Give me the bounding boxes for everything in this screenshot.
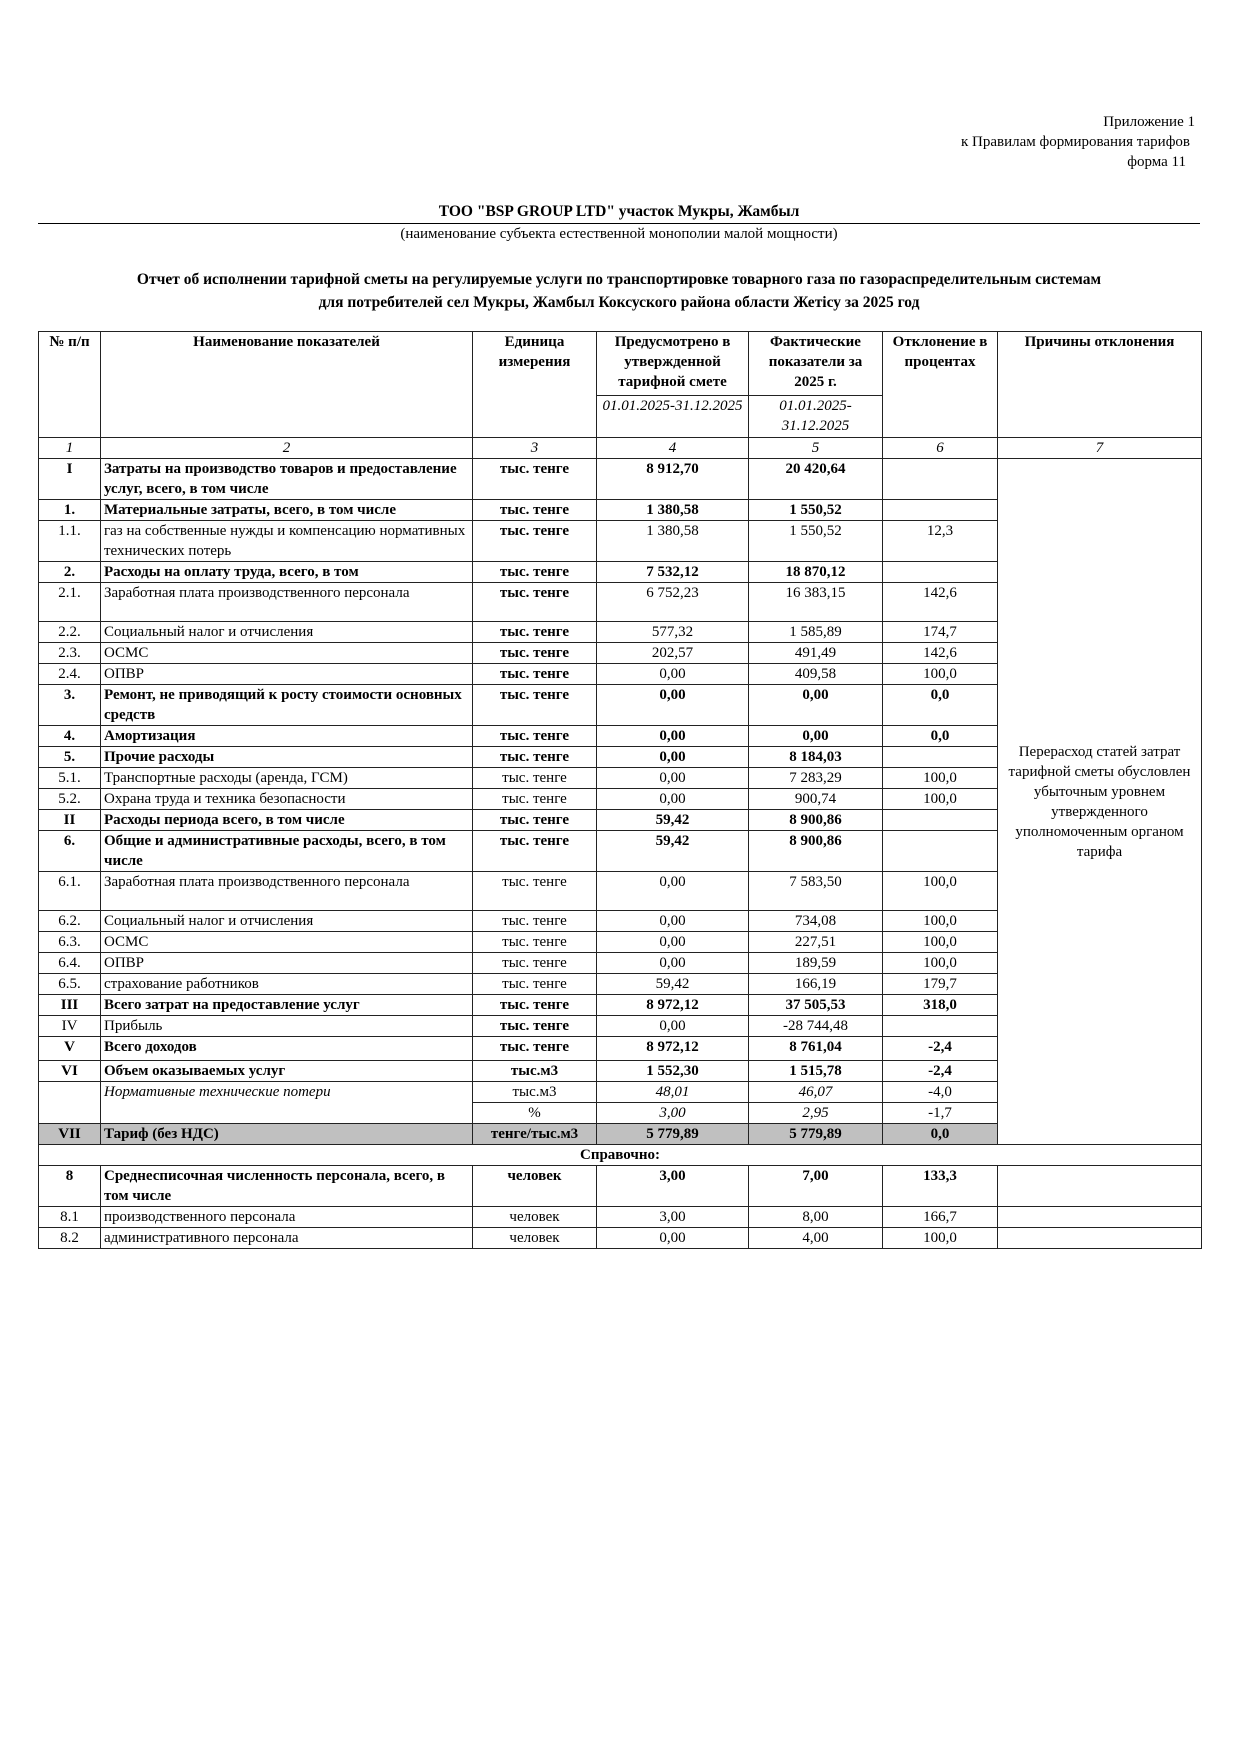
reference-row (39, 1207, 1202, 1228)
row-planned-value: 0,00 (597, 1016, 749, 1037)
row-name: административного персонала (101, 1228, 473, 1249)
row-planned-value: 59,42 (597, 974, 749, 995)
table-row (39, 459, 1202, 500)
row-unit: тыс. тенге (473, 747, 597, 768)
row-number: 1. (39, 500, 101, 521)
row-planned-value: 6 752,23 (597, 583, 749, 622)
row-actual-value: 8 184,03 (749, 747, 883, 768)
header-planned: Предусмотрено в утвержденной тарифной смете (597, 332, 749, 396)
row-unit: тыс. тенге (473, 726, 597, 747)
row-unit: тыс. тенге (473, 911, 597, 932)
header-reasons: Причины отклонения (998, 332, 1202, 438)
row-unit: тыс. тенге (473, 974, 597, 995)
row-name: Ремонт, не приводящий к росту стоимости основных средств (101, 685, 473, 726)
appendix-line-1: Приложение 1 (1103, 114, 1195, 130)
row-actual-value: 8 900,86 (749, 831, 883, 872)
row-number: 5.2. (39, 789, 101, 810)
row-deviation-percent: 100,0 (883, 789, 998, 810)
row-deviation-percent: 142,6 (883, 643, 998, 664)
row-planned-value: 0,00 (597, 726, 749, 747)
row-unit: тыс.м3 (473, 1082, 597, 1103)
row-deviation-percent: 174,7 (883, 622, 998, 643)
header-planned-period: 01.01.2025-31.12.2025 (597, 396, 749, 438)
row-planned-value: 0,00 (597, 872, 749, 911)
row-name: Амортизация (101, 726, 473, 747)
row-name: ОСМС (101, 932, 473, 953)
row-number: 8.2 (39, 1228, 101, 1249)
row-name: Транспортные расходы (аренда, ГСМ) (101, 768, 473, 789)
row-unit: тенге/тыс.м3 (473, 1124, 597, 1145)
row-unit: тыс. тенге (473, 953, 597, 974)
row-planned-value: 59,42 (597, 810, 749, 831)
row-planned-value: 0,00 (597, 747, 749, 768)
row-number: VI (39, 1061, 101, 1082)
deviation-reason: Перерасход статей затрат тарифной сметы обусловлен убыточным уровнем утвержденного уполномоченным органом тарифа (998, 459, 1202, 1145)
row-number: III (39, 995, 101, 1016)
row-actual-value: 8 761,04 (749, 1037, 883, 1061)
row-deviation-percent: 100,0 (883, 953, 998, 974)
row-number: 5.1. (39, 768, 101, 789)
row-reason (998, 1166, 1202, 1207)
header-actual: Фактические показатели за 2025 г. (749, 332, 883, 396)
row-actual-value: 8,00 (749, 1207, 883, 1228)
row-unit: тыс. тенге (473, 459, 597, 500)
row-number: 5. (39, 747, 101, 768)
report-title (38, 268, 1200, 314)
tariff-report-table (38, 331, 1202, 1249)
row-unit: тыс. тенге (473, 789, 597, 810)
column-number: 5 (749, 438, 883, 459)
row-planned-value: 48,01 (597, 1082, 749, 1103)
row-actual-value: 0,00 (749, 685, 883, 726)
row-number: II (39, 810, 101, 831)
column-number: 2 (101, 438, 473, 459)
row-deviation-percent (883, 1016, 998, 1037)
row-name: Расходы периода всего, в том числе (101, 810, 473, 831)
row-actual-value: 46,07 (749, 1082, 883, 1103)
row-deviation-percent (883, 747, 998, 768)
row-name: Объем оказываемых услуг (101, 1061, 473, 1082)
row-deviation-percent: 179,7 (883, 974, 998, 995)
row-planned-value: 0,00 (597, 685, 749, 726)
row-deviation-percent: 142,6 (883, 583, 998, 622)
row-number: 8.1 (39, 1207, 101, 1228)
row-planned-value: 0,00 (597, 768, 749, 789)
row-planned-value: 7 532,12 (597, 562, 749, 583)
row-name: ОСМС (101, 643, 473, 664)
row-deviation-percent: -2,4 (883, 1061, 998, 1082)
row-name: Всего доходов (101, 1037, 473, 1061)
row-number: 2.2. (39, 622, 101, 643)
row-name: Затраты на производство товаров и предоставление услуг, всего, в том числе (101, 459, 473, 500)
row-number: 2. (39, 562, 101, 583)
row-actual-value: 1 550,52 (749, 521, 883, 562)
row-name: Прочие расходы (101, 747, 473, 768)
row-unit: тыс. тенге (473, 810, 597, 831)
row-actual-value: 8 900,86 (749, 810, 883, 831)
row-name: Заработная плата производственного персонала (101, 583, 473, 622)
header-name: Наименование показателей (101, 332, 473, 438)
row-number: 6. (39, 831, 101, 872)
header-num: № п/п (39, 332, 101, 438)
row-deviation-percent: -4,0 (883, 1082, 998, 1103)
row-number: 2.4. (39, 664, 101, 685)
row-actual-value: 18 870,12 (749, 562, 883, 583)
row-number: 8 (39, 1166, 101, 1207)
row-unit: тыс. тенге (473, 932, 597, 953)
row-actual-value: 1 585,89 (749, 622, 883, 643)
row-name: Всего затрат на предоставление услуг (101, 995, 473, 1016)
row-planned-value: 0,00 (597, 953, 749, 974)
row-name: ОПВР (101, 953, 473, 974)
row-actual-value: 1 550,52 (749, 500, 883, 521)
row-unit: тыс. тенге (473, 831, 597, 872)
row-name: ОПВР (101, 664, 473, 685)
row-actual-value: 491,49 (749, 643, 883, 664)
row-name: Охрана труда и техника безопасности (101, 789, 473, 810)
row-number: 6.3. (39, 932, 101, 953)
row-actual-value: 20 420,64 (749, 459, 883, 500)
row-deviation-percent (883, 500, 998, 521)
row-actual-value: 1 515,78 (749, 1061, 883, 1082)
row-actual-value: 5 779,89 (749, 1124, 883, 1145)
row-actual-value: 189,59 (749, 953, 883, 974)
row-name: Тариф (без НДС) (101, 1124, 473, 1145)
row-planned-value: 0,00 (597, 932, 749, 953)
row-unit: тыс. тенге (473, 1016, 597, 1037)
row-planned-value: 8 972,12 (597, 1037, 749, 1061)
row-planned-value: 577,32 (597, 622, 749, 643)
row-unit: тыс.м3 (473, 1061, 597, 1082)
row-number: 4. (39, 726, 101, 747)
row-reason (998, 1207, 1202, 1228)
row-planned-value: 8 972,12 (597, 995, 749, 1016)
header-unit: Единица измерения (473, 332, 597, 438)
row-number: 6.2. (39, 911, 101, 932)
row-unit: тыс. тенге (473, 685, 597, 726)
row-planned-value: 1 380,58 (597, 521, 749, 562)
row-unit: % (473, 1103, 597, 1124)
appendix-line-3: форма 11 (1127, 154, 1186, 170)
row-deviation-percent: 0,0 (883, 1124, 998, 1145)
row-unit: тыс. тенге (473, 521, 597, 562)
row-deviation-percent: 100,0 (883, 932, 998, 953)
row-name: Заработная плата производственного персонала (101, 872, 473, 911)
row-planned-value: 0,00 (597, 789, 749, 810)
row-deviation-percent (883, 562, 998, 583)
row-number: I (39, 459, 101, 500)
row-number: 3. (39, 685, 101, 726)
row-name: страхование работников (101, 974, 473, 995)
row-planned-value: 0,00 (597, 911, 749, 932)
row-unit: человек (473, 1207, 597, 1228)
row-actual-value: -28 744,48 (749, 1016, 883, 1037)
row-deviation-percent: -2,4 (883, 1037, 998, 1061)
row-unit: тыс. тенге (473, 1037, 597, 1061)
header-actual-period: 01.01.2025-31.12.2025 (749, 396, 883, 438)
row-name: производственного персонала (101, 1207, 473, 1228)
entity-name: ТОО "BSP GROUP LTD" участок Мукры, Жамбыл (38, 202, 1200, 224)
row-unit: тыс. тенге (473, 995, 597, 1016)
row-deviation-percent: 100,0 (883, 911, 998, 932)
row-number: V (39, 1037, 101, 1061)
row-actual-value: 734,08 (749, 911, 883, 932)
column-number-row (39, 438, 1202, 459)
appendix-header (961, 112, 1195, 172)
row-deviation-percent: -1,7 (883, 1103, 998, 1124)
row-deviation-percent: 100,0 (883, 1228, 998, 1249)
row-planned-value: 3,00 (597, 1103, 749, 1124)
row-unit: тыс. тенге (473, 872, 597, 911)
row-actual-value: 4,00 (749, 1228, 883, 1249)
row-deviation-percent: 318,0 (883, 995, 998, 1016)
row-actual-value: 16 383,15 (749, 583, 883, 622)
appendix-line-2: к Правилам формирования тарифов (960, 134, 1190, 150)
reference-label: Справочно: (39, 1145, 1202, 1166)
row-number: 2.3. (39, 643, 101, 664)
row-name: газ на собственные нужды и компенсацию нормативных технических потерь (101, 521, 473, 562)
row-reason (998, 1228, 1202, 1249)
row-planned-value: 59,42 (597, 831, 749, 872)
reference-row (39, 1166, 1202, 1207)
row-actual-value: 166,19 (749, 974, 883, 995)
row-actual-value: 227,51 (749, 932, 883, 953)
row-deviation-percent: 133,3 (883, 1166, 998, 1207)
row-deviation-percent: 100,0 (883, 872, 998, 911)
row-actual-value: 7 583,50 (749, 872, 883, 911)
row-unit: тыс. тенге (473, 643, 597, 664)
row-unit: тыс. тенге (473, 583, 597, 622)
row-unit: тыс. тенге (473, 562, 597, 583)
reference-row (39, 1228, 1202, 1249)
row-number: 2.1. (39, 583, 101, 622)
header-row (39, 332, 1202, 396)
row-deviation-percent: 0,0 (883, 685, 998, 726)
row-unit: человек (473, 1166, 597, 1207)
row-actual-value: 2,95 (749, 1103, 883, 1124)
row-name: Расходы на оплату труда, всего, в том (101, 562, 473, 583)
column-number: 4 (597, 438, 749, 459)
row-number: VII (39, 1124, 101, 1145)
row-deviation-percent (883, 810, 998, 831)
row-actual-value: 900,74 (749, 789, 883, 810)
row-unit: тыс. тенге (473, 500, 597, 521)
row-planned-value: 8 912,70 (597, 459, 749, 500)
row-deviation-percent: 100,0 (883, 664, 998, 685)
row-deviation-percent (883, 831, 998, 872)
row-deviation-percent: 0,0 (883, 726, 998, 747)
row-name: Социальный налог и отчисления (101, 622, 473, 643)
row-deviation-percent: 166,7 (883, 1207, 998, 1228)
row-deviation-percent: 100,0 (883, 768, 998, 789)
row-planned-value: 0,00 (597, 664, 749, 685)
row-planned-value: 3,00 (597, 1207, 749, 1228)
row-planned-value: 0,00 (597, 1228, 749, 1249)
row-planned-value: 1 380,58 (597, 500, 749, 521)
report-title-line-2: для потребителей сел Мукры, Жамбыл Коксуского района области Жетісу за 2025 год (318, 294, 920, 311)
row-number: 6.4. (39, 953, 101, 974)
row-name: Нормативные технические потери (101, 1082, 473, 1124)
reference-label-row (39, 1145, 1202, 1166)
row-number: 6.1. (39, 872, 101, 911)
row-unit: тыс. тенге (473, 664, 597, 685)
row-name: Прибыль (101, 1016, 473, 1037)
column-number: 1 (39, 438, 101, 459)
row-planned-value: 5 779,89 (597, 1124, 749, 1145)
column-number: 3 (473, 438, 597, 459)
row-actual-value: 7 283,29 (749, 768, 883, 789)
row-unit: человек (473, 1228, 597, 1249)
row-number: IV (39, 1016, 101, 1037)
entity-caption: (наименование субъекта естественной монополии малой мощности) (400, 226, 838, 242)
row-name: Среднесписочная численность персонала, всего, в том числе (101, 1166, 473, 1207)
row-actual-value: 0,00 (749, 726, 883, 747)
row-planned-value: 1 552,30 (597, 1061, 749, 1082)
row-number: 1.1. (39, 521, 101, 562)
row-actual-value: 7,00 (749, 1166, 883, 1207)
row-name: Социальный налог и отчисления (101, 911, 473, 932)
row-unit: тыс. тенге (473, 768, 597, 789)
row-actual-value: 409,58 (749, 664, 883, 685)
header-deviation: Отклонение в процентах (883, 332, 998, 438)
row-unit: тыс. тенге (473, 622, 597, 643)
row-planned-value: 202,57 (597, 643, 749, 664)
row-deviation-percent: 12,3 (883, 521, 998, 562)
report-title-line-1: Отчет об исполнении тарифной сметы на регулируемые услуги по транспортировке товарного газа по газораспределительным системам (136, 271, 1102, 288)
row-planned-value: 3,00 (597, 1166, 749, 1207)
row-name: Материальные затраты, всего, в том числе (101, 500, 473, 521)
column-number: 6 (883, 438, 998, 459)
column-number: 7 (998, 438, 1202, 459)
row-name: Общие и административные расходы, всего, в том числе (101, 831, 473, 872)
row-deviation-percent (883, 459, 998, 500)
row-number (39, 1082, 101, 1124)
row-number: 6.5. (39, 974, 101, 995)
row-actual-value: 37 505,53 (749, 995, 883, 1016)
